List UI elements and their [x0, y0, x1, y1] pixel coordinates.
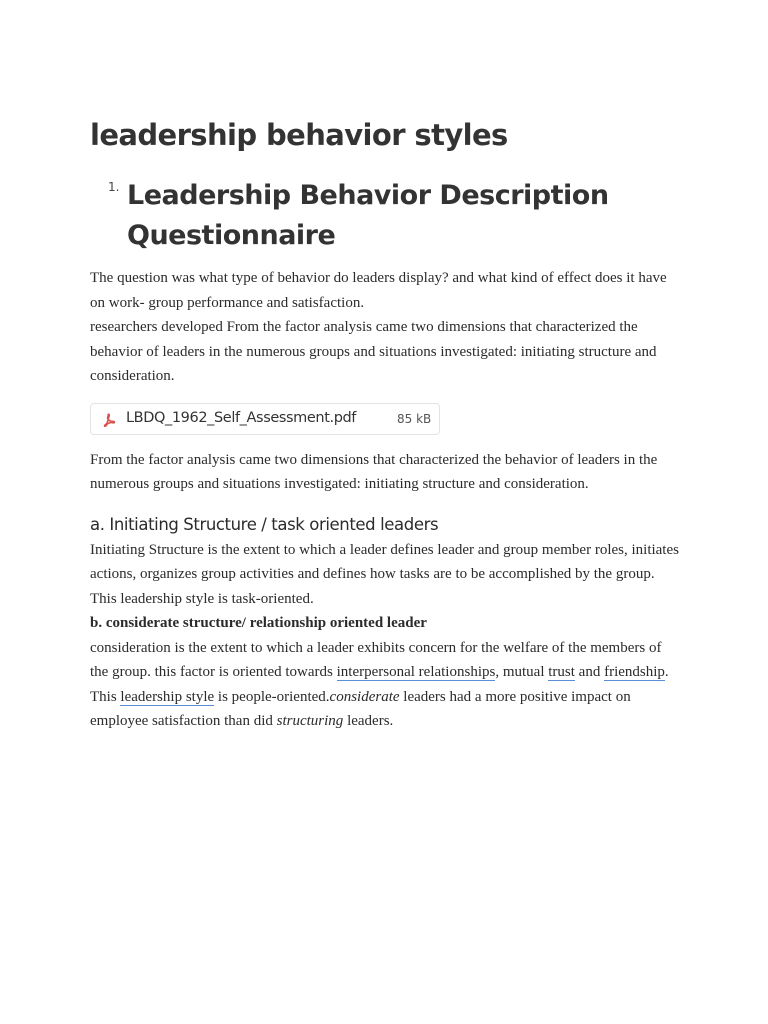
- text-run: and: [574, 664, 605, 680]
- text-run: is people-oriented.: [214, 688, 330, 705]
- subsection-a-body: Initiating Structure is the extent to which a leader defines leader and group member roles, initiates actions, organizes group activities and defines how tasks are to be accomplished by the group. This leadership style is task-oriented.: [90, 541, 679, 607]
- document-title: leadership behavior styles: [90, 118, 508, 152]
- link-friendship[interactable]: friendship: [604, 664, 665, 680]
- text-run: leaders.: [343, 713, 394, 729]
- section-heading: Leadership Behavior Description Questionnaire: [127, 180, 609, 251]
- text-run: . This: [90, 664, 669, 705]
- intro-line-2: researchers developed From the factor analysis came two dimensions that characterized the behavior of leaders in the numerous groups and situations investigated: initiating structure and consideration.: [90, 319, 657, 384]
- attachment-filename[interactable]: LBDQ_1962_Self_Assessment.pdf: [126, 409, 357, 426]
- attachment-size: 85 kB: [397, 411, 432, 426]
- pdf-attachment[interactable]: [90, 403, 440, 435]
- text-run: consideration is the extent to which a leader exhibits concern for the welfare of the members of the group. this factor is oriented towards: [90, 639, 662, 680]
- text-run: , mutual: [495, 664, 549, 680]
- subsection-b-body: [90, 636, 680, 734]
- text-run: leaders had a more positive impact on employee satisfaction than did: [90, 688, 631, 729]
- intro-line-1: The question was what type of behavior do leaders display? and what kind of effect does it have on work- group performance and satisfaction.: [90, 270, 667, 311]
- italic-structuring: structuring: [276, 713, 344, 729]
- link-interpersonal-relationships[interactable]: interpersonal relationships: [336, 664, 496, 680]
- link-leadership-style[interactable]: leadership style: [120, 688, 215, 705]
- factor-paragraph: From the factor analysis came two dimensions that characterized the behavior of leaders in the numerous groups and situations investigated: initiating structure and consideration.: [90, 451, 658, 492]
- document-content: [90, 114, 680, 734]
- subsection-b-heading: b. considerate structure/ relationship oriented leader: [90, 615, 427, 631]
- subsection-a-heading: a. Initiating Structure / task oriented leaders: [90, 514, 439, 534]
- link-trust[interactable]: trust: [548, 664, 575, 680]
- numbered-heading: [90, 176, 680, 256]
- pdf-icon: [102, 413, 116, 427]
- italic-considerate: considerate: [329, 688, 400, 705]
- intro-paragraph: [90, 266, 680, 389]
- list-number: 1.: [108, 180, 120, 194]
